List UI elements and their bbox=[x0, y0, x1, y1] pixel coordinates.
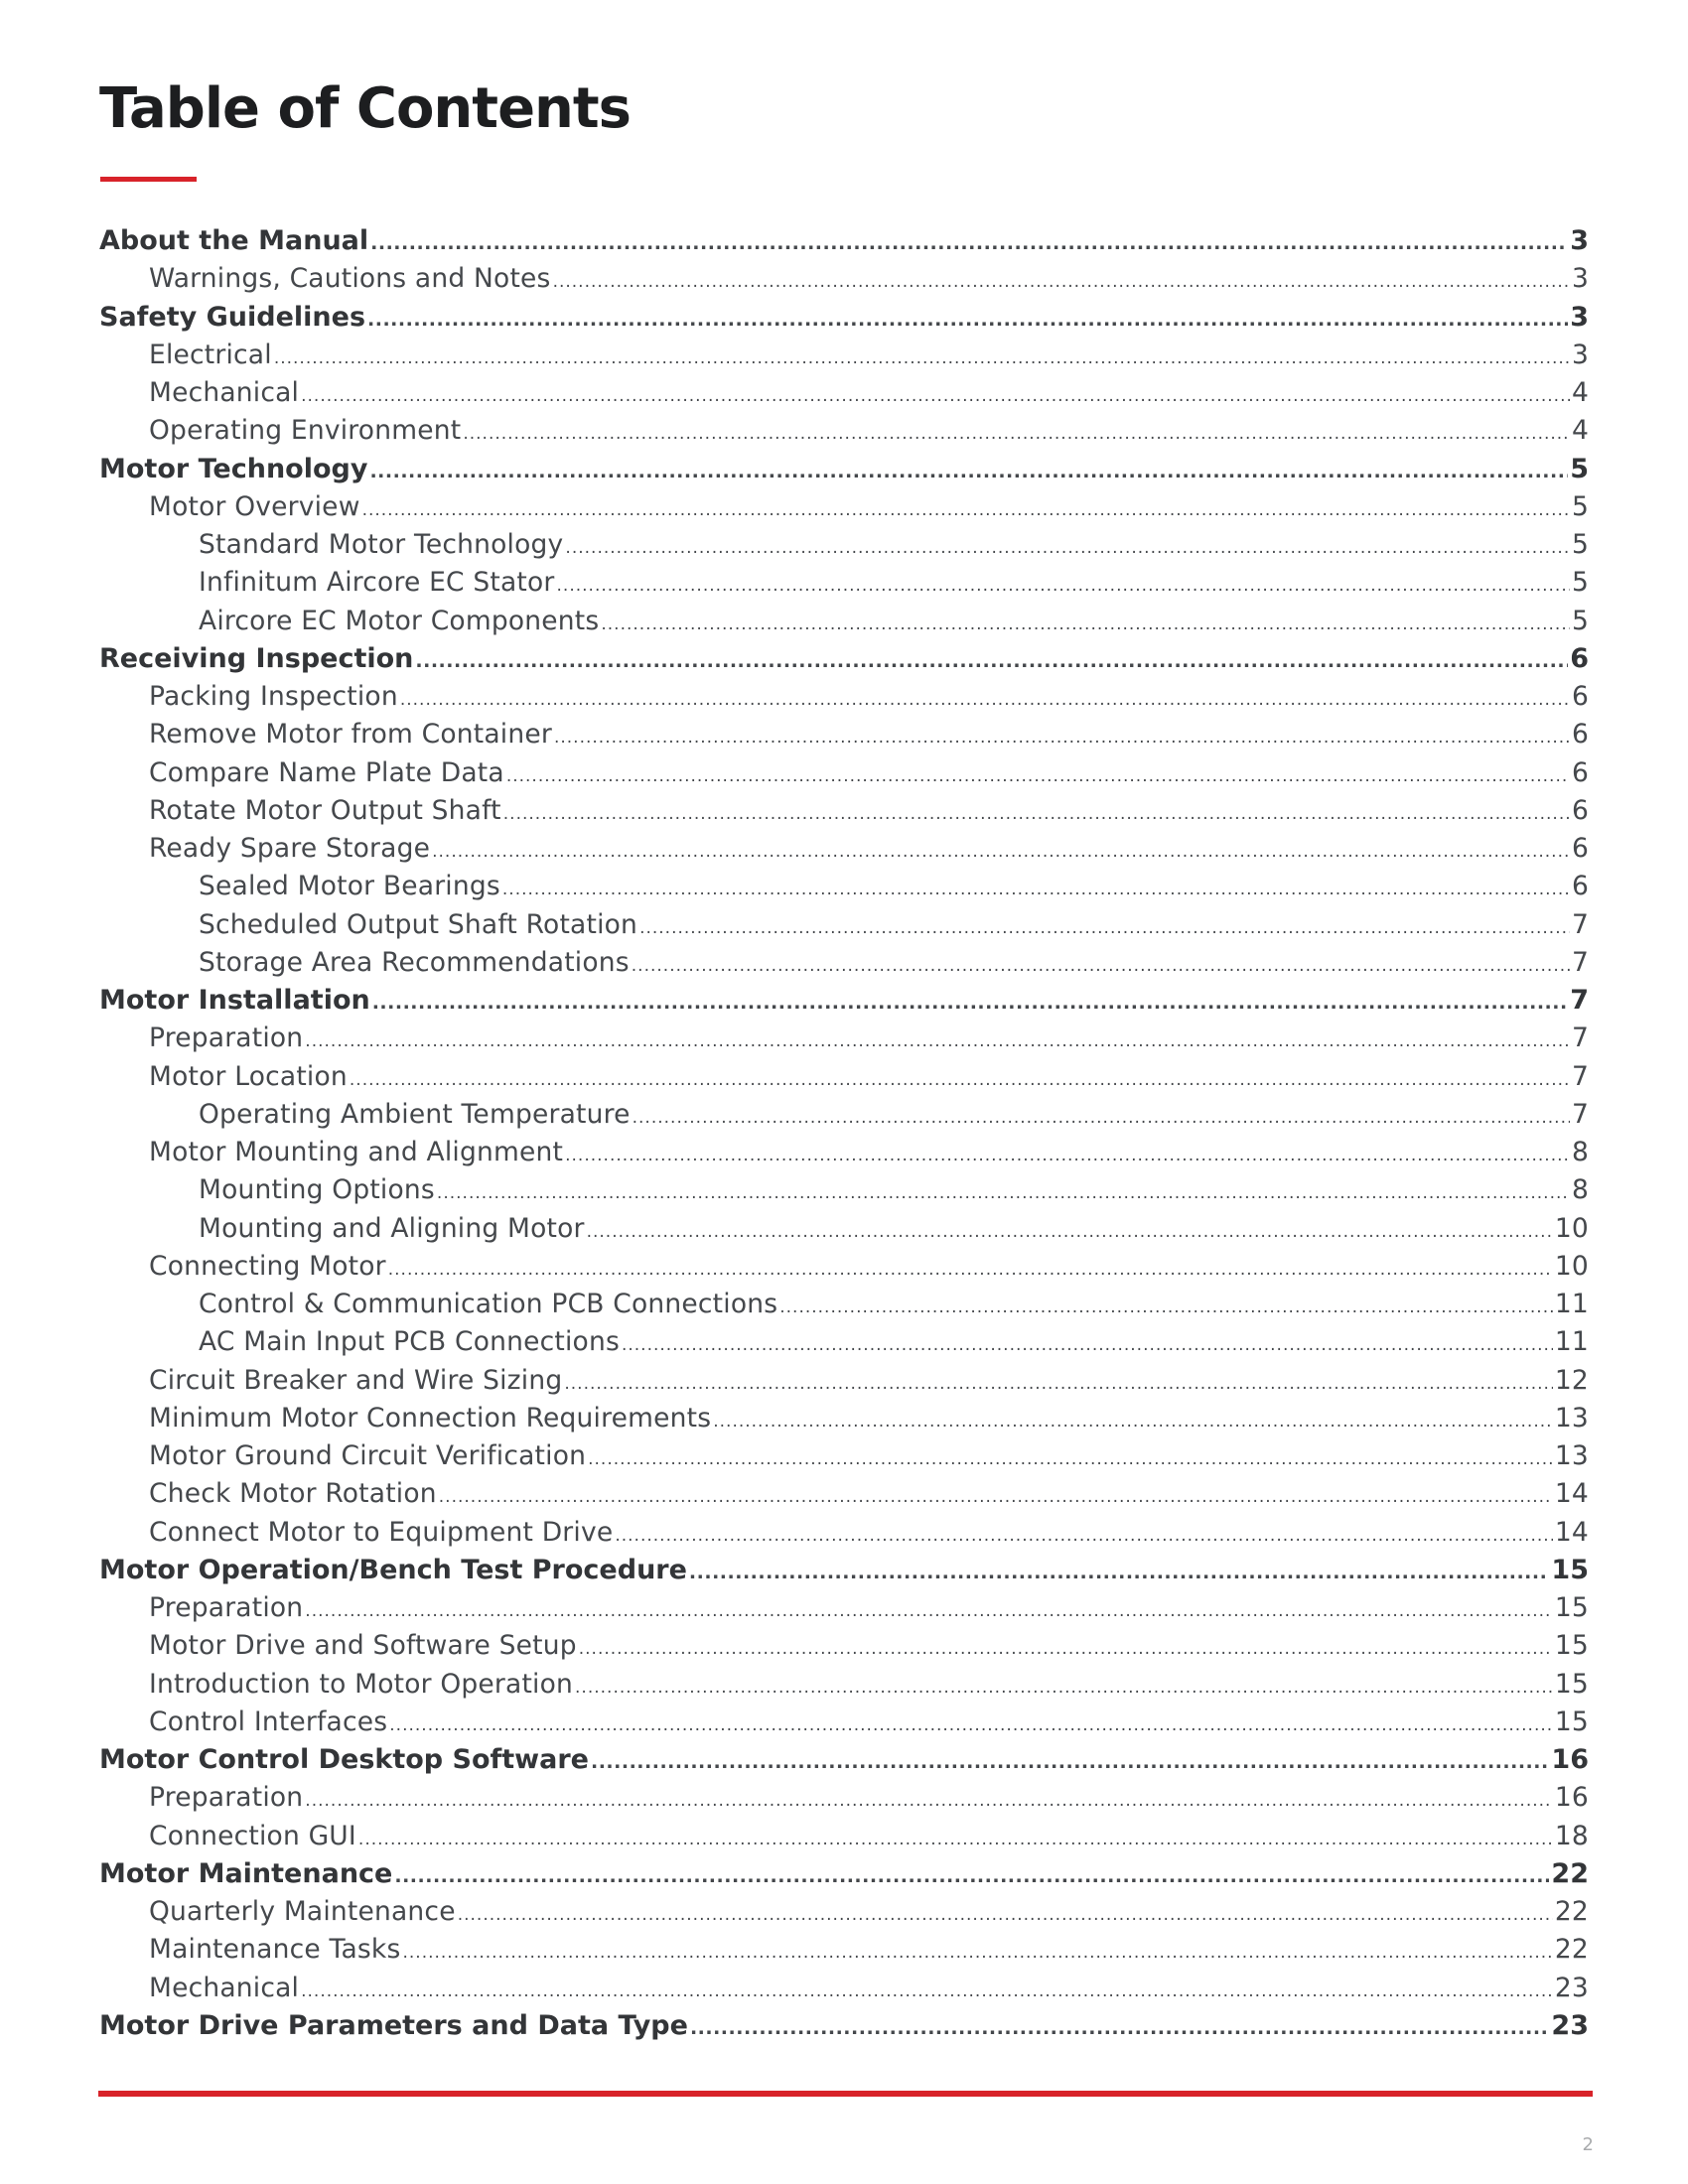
toc-entry-page-number: 4 bbox=[1571, 377, 1589, 408]
toc-dot-leader bbox=[689, 1554, 1550, 1591]
toc-entry-page-number: 14 bbox=[1554, 1478, 1589, 1510]
toc-entry-label: Storage Area Recommendations bbox=[199, 946, 630, 978]
toc-entry-page-number: 7 bbox=[1571, 1023, 1589, 1054]
toc-dot-leader bbox=[579, 1630, 1553, 1668]
toc-entry-page-number: 6 bbox=[1571, 719, 1589, 751]
toc-subsection-entry[interactable] bbox=[149, 1627, 1589, 1665]
toc-dot-leader bbox=[463, 415, 1570, 453]
toc-dot-leader bbox=[367, 301, 1568, 339]
toc-entry-label: Motor Operation/Bench Test Procedure bbox=[99, 1554, 687, 1585]
toc-subsection-entry[interactable] bbox=[199, 1210, 1589, 1248]
toc-entry-page-number: 11 bbox=[1554, 1326, 1589, 1358]
toc-entry-page-number: 6 bbox=[1571, 871, 1589, 902]
toc-entry-label: Sealed Motor Bearings bbox=[199, 871, 500, 902]
toc-subsection-entry[interactable] bbox=[149, 1514, 1589, 1552]
toc-section-entry[interactable] bbox=[99, 1552, 1589, 1589]
toc-dot-leader bbox=[372, 984, 1568, 1022]
toc-entry-page-number: 23 bbox=[1554, 1972, 1589, 2003]
toc-dot-leader bbox=[415, 642, 1568, 680]
toc-entry-label: AC Main Input PCB Connections bbox=[199, 1326, 620, 1358]
toc-entry-label: Infinitum Aircore EC Stator bbox=[199, 567, 555, 599]
toc-entry-page-number: 7 bbox=[1570, 985, 1589, 1016]
toc-entry-page-number: 6 bbox=[1571, 681, 1589, 712]
toc-entry-page-number: 15 bbox=[1554, 1592, 1589, 1623]
toc-entry-page-number: 14 bbox=[1554, 1516, 1589, 1548]
toc-entry-label: Ready Spare Storage bbox=[149, 833, 431, 864]
toc-subsection-entry[interactable] bbox=[149, 374, 1589, 412]
toc-entry-label: Safety Guidelines bbox=[99, 301, 366, 333]
toc-section-entry[interactable] bbox=[99, 982, 1589, 1020]
toc-subsection-entry[interactable] bbox=[199, 906, 1589, 944]
toc-dot-leader bbox=[502, 871, 1570, 908]
toc-dot-leader bbox=[779, 1289, 1553, 1326]
toc-entry-page-number: 15 bbox=[1554, 1630, 1589, 1662]
toc-entry-page-number: 7 bbox=[1571, 908, 1589, 940]
toc-entry-label: Motor Mounting and Alignment bbox=[149, 1137, 564, 1167]
toc-entry-page-number: 5 bbox=[1571, 567, 1589, 599]
toc-subsection-entry[interactable] bbox=[199, 564, 1589, 602]
page-title: Table of Contents bbox=[99, 76, 632, 141]
toc-subsection-entry[interactable] bbox=[149, 1437, 1589, 1475]
toc-entry-page-number: 22 bbox=[1554, 1934, 1589, 1966]
toc-entry-label: Connecting Motor bbox=[149, 1250, 386, 1282]
toc-subsection-entry[interactable] bbox=[149, 1248, 1589, 1286]
toc-entry-label: Connect Motor to Equipment Drive bbox=[149, 1516, 614, 1548]
toc-entry-label: Rotate Motor Output Shaft bbox=[149, 794, 501, 826]
toc-entry-page-number: 15 bbox=[1554, 1668, 1589, 1700]
toc-entry-label: Preparation bbox=[149, 1592, 304, 1623]
toc-dot-leader bbox=[437, 1174, 1570, 1212]
toc-entry-label: Compare Name Plate Data bbox=[149, 756, 504, 788]
toc-dot-leader bbox=[305, 1592, 1553, 1630]
toc-subsection-entry[interactable] bbox=[199, 1323, 1589, 1361]
toc-entry-page-number: 5 bbox=[1571, 605, 1589, 636]
toc-entry-page-number: 6 bbox=[1571, 833, 1589, 864]
toc-subsection-entry[interactable] bbox=[199, 944, 1589, 982]
toc-entry-label: Motor Control Desktop Software bbox=[99, 1744, 589, 1775]
toc-subsection-entry[interactable] bbox=[149, 1362, 1589, 1400]
toc-dot-leader bbox=[553, 263, 1570, 301]
toc-entry-page-number: 3 bbox=[1571, 263, 1589, 295]
toc-entry-page-number: 15 bbox=[1551, 1554, 1589, 1585]
toc-dot-leader bbox=[506, 757, 1570, 795]
toc-entry-label: Mechanical bbox=[149, 377, 300, 408]
toc-entry-page-number: 6 bbox=[1571, 794, 1589, 826]
toc-dot-leader bbox=[432, 833, 1570, 871]
toc-dot-leader bbox=[587, 1213, 1553, 1251]
toc-entry-label: Motor Maintenance bbox=[99, 1857, 393, 1889]
toc-entry-label: Preparation bbox=[149, 1023, 304, 1054]
toc-entry-page-number: 6 bbox=[1570, 642, 1589, 674]
toc-subsection-entry[interactable] bbox=[149, 412, 1589, 450]
toc-entry-label: Quarterly Maintenance bbox=[149, 1896, 456, 1927]
toc-entry-label: Control & Communication PCB Connections bbox=[199, 1289, 778, 1319]
toc-dot-leader bbox=[564, 1365, 1553, 1403]
toc-dot-leader bbox=[615, 1517, 1553, 1555]
toc-entry-page-number: 5 bbox=[1571, 529, 1589, 560]
toc-dot-leader bbox=[565, 1137, 1570, 1174]
toc-entry-label: Motor Technology bbox=[99, 453, 368, 484]
toc-section-entry[interactable] bbox=[99, 451, 1589, 488]
toc-entry-label: Circuit Breaker and Wire Sizing bbox=[149, 1364, 563, 1396]
toc-subsection-entry[interactable] bbox=[149, 1893, 1589, 1931]
toc-entry-page-number: 12 bbox=[1554, 1364, 1589, 1396]
toc-entry-label: Operating Ambient Temperature bbox=[199, 1098, 631, 1130]
toc-entry-page-number: 15 bbox=[1554, 1706, 1589, 1737]
toc-dot-leader bbox=[503, 795, 1570, 833]
toc-entry-page-number: 13 bbox=[1554, 1402, 1589, 1433]
toc-dot-leader bbox=[305, 1023, 1570, 1060]
toc-dot-leader bbox=[388, 1251, 1553, 1289]
toc-entry-label: Motor Drive and Software Setup bbox=[149, 1630, 577, 1662]
toc-entry-label: Introduction to Motor Operation bbox=[149, 1668, 574, 1700]
toc-dot-leader bbox=[274, 340, 1570, 377]
toc-subsection-entry[interactable] bbox=[149, 830, 1589, 868]
toc-subsection-entry[interactable] bbox=[149, 1818, 1589, 1855]
toc-entry-page-number: 22 bbox=[1554, 1896, 1589, 1927]
toc-subsection-entry[interactable] bbox=[149, 488, 1589, 526]
toc-entry-page-number: 10 bbox=[1554, 1212, 1589, 1244]
toc-entry-page-number: 7 bbox=[1571, 946, 1589, 978]
toc-subsection-entry[interactable] bbox=[199, 526, 1589, 564]
toc-entry-label: Aircore EC Motor Components bbox=[199, 605, 600, 636]
toc-entry-page-number: 7 bbox=[1571, 1060, 1589, 1092]
toc-subsection-entry[interactable] bbox=[149, 1058, 1589, 1096]
toc-dot-leader bbox=[639, 909, 1570, 947]
toc-subsection-entry[interactable] bbox=[149, 1779, 1589, 1817]
page-number: 2 bbox=[1582, 2134, 1594, 2155]
toc-subsection-entry[interactable] bbox=[149, 1134, 1589, 1171]
toc-entry-page-number: 6 bbox=[1571, 756, 1589, 788]
toc-section-entry[interactable] bbox=[99, 1741, 1589, 1779]
toc-dot-leader bbox=[565, 529, 1570, 567]
toc-dot-leader bbox=[350, 1061, 1570, 1099]
toc-dot-leader bbox=[713, 1403, 1553, 1440]
toc-dot-leader bbox=[458, 1896, 1553, 1934]
toc-entry-label: About the Manual bbox=[99, 225, 369, 256]
toc-dot-leader bbox=[394, 1857, 1549, 1895]
toc-subsection-entry[interactable] bbox=[149, 754, 1589, 792]
toc-section-entry[interactable] bbox=[99, 1855, 1589, 1893]
toc-dot-leader bbox=[622, 1326, 1553, 1364]
toc-entry-page-number: 3 bbox=[1570, 225, 1589, 256]
toc-entry-page-number: 7 bbox=[1571, 1098, 1589, 1130]
toc-entry-label: Remove Motor from Container bbox=[149, 719, 552, 751]
toc-dot-leader bbox=[400, 681, 1570, 719]
toc-dot-leader bbox=[362, 491, 1570, 529]
toc-dot-leader bbox=[301, 377, 1570, 415]
toc-subsection-entry[interactable] bbox=[149, 1704, 1589, 1741]
toc-section-entry[interactable] bbox=[99, 299, 1589, 337]
toc-dot-leader bbox=[358, 1821, 1553, 1858]
toc-entry-page-number: 16 bbox=[1554, 1782, 1589, 1814]
toc-dot-leader bbox=[439, 1478, 1553, 1516]
toc-entry-label: Motor Location bbox=[149, 1060, 348, 1092]
toc-dot-leader bbox=[575, 1669, 1553, 1706]
toc-subsection-entry[interactable] bbox=[199, 1171, 1589, 1209]
toc-dot-leader bbox=[370, 224, 1568, 262]
toc-entry-label: Mounting and Aligning Motor bbox=[199, 1212, 585, 1244]
toc-entry-page-number: 18 bbox=[1554, 1820, 1589, 1851]
toc-dot-leader bbox=[690, 2009, 1549, 2047]
toc-subsection-entry[interactable] bbox=[149, 1666, 1589, 1704]
toc-entry-page-number: 3 bbox=[1570, 301, 1589, 333]
toc-dot-leader bbox=[557, 567, 1570, 605]
toc-subsection-entry[interactable] bbox=[149, 1970, 1589, 2007]
toc-subsection-entry[interactable] bbox=[149, 1931, 1589, 1969]
footer-rule bbox=[98, 2091, 1593, 2097]
toc-subsection-entry[interactable] bbox=[149, 1475, 1589, 1513]
toc-entry-page-number: 16 bbox=[1551, 1744, 1589, 1775]
toc-entry-label: Mounting Options bbox=[199, 1174, 435, 1206]
toc-dot-leader bbox=[591, 1743, 1549, 1781]
toc-subsection-entry[interactable] bbox=[149, 1589, 1589, 1627]
toc-dot-leader bbox=[588, 1440, 1553, 1478]
toc-subsection-entry[interactable] bbox=[199, 868, 1589, 905]
toc-dot-leader bbox=[369, 453, 1568, 490]
toc-entry-page-number: 8 bbox=[1571, 1137, 1589, 1167]
toc-dot-leader bbox=[301, 1973, 1553, 2010]
toc-subsection-entry[interactable] bbox=[199, 1096, 1589, 1134]
toc-subsection-entry[interactable] bbox=[149, 678, 1589, 716]
toc-section-entry[interactable] bbox=[99, 222, 1589, 260]
toc-entry-label: Scheduled Output Shaft Rotation bbox=[199, 908, 638, 940]
toc-entry-label: Standard Motor Technology bbox=[199, 529, 564, 560]
toc-dot-leader bbox=[305, 1782, 1553, 1820]
toc-entry-page-number: 10 bbox=[1554, 1250, 1589, 1282]
toc-subsection-entry[interactable] bbox=[199, 1286, 1589, 1323]
toc-subsection-entry[interactable] bbox=[149, 337, 1589, 374]
toc-entry-page-number: 5 bbox=[1571, 490, 1589, 522]
toc-entry-label: Operating Environment bbox=[149, 415, 462, 447]
toc-dot-leader bbox=[554, 719, 1570, 756]
toc-entry-page-number: 8 bbox=[1571, 1174, 1589, 1206]
toc-entry-label: Control Interfaces bbox=[149, 1706, 388, 1737]
toc-subsection-entry[interactable] bbox=[199, 603, 1589, 640]
toc-entry-label: Minimum Motor Connection Requirements bbox=[149, 1402, 712, 1433]
toc-entry-label: Motor Overview bbox=[149, 490, 360, 522]
toc-entry-label: Motor Installation bbox=[99, 985, 370, 1016]
toc-entry-label: Connection GUI bbox=[149, 1820, 356, 1851]
toc-entry-label: Maintenance Tasks bbox=[149, 1934, 401, 1966]
toc-subsection-entry[interactable] bbox=[149, 1400, 1589, 1437]
toc-entry-page-number: 3 bbox=[1571, 339, 1589, 370]
toc-entry-label: Preparation bbox=[149, 1782, 304, 1814]
toc-section-entry[interactable] bbox=[99, 640, 1589, 678]
toc-entry-label: Packing Inspection bbox=[149, 681, 398, 712]
toc-subsection-entry[interactable] bbox=[149, 1020, 1589, 1057]
toc-entry-label: Electrical bbox=[149, 339, 272, 370]
toc-entry-label: Warnings, Cautions and Notes bbox=[149, 263, 551, 295]
toc-subsection-entry[interactable] bbox=[149, 792, 1589, 830]
toc-dot-leader bbox=[601, 606, 1570, 643]
toc-entry-page-number: 5 bbox=[1570, 453, 1589, 484]
toc-subsection-entry[interactable] bbox=[149, 260, 1589, 298]
toc-entry-page-number: 23 bbox=[1551, 2009, 1589, 2041]
toc-subsection-entry[interactable] bbox=[149, 716, 1589, 753]
toc-entry-page-number: 4 bbox=[1571, 415, 1589, 447]
title-accent-rule bbox=[100, 177, 197, 182]
toc-entry-page-number: 22 bbox=[1551, 1857, 1589, 1889]
toc-entry-label: Check Motor Rotation bbox=[149, 1478, 437, 1510]
toc-dot-leader bbox=[402, 1934, 1552, 1972]
toc-entry-label: Motor Ground Circuit Verification bbox=[149, 1440, 587, 1471]
toc-dot-leader bbox=[632, 947, 1570, 985]
toc-entry-label: Motor Drive Parameters and Data Type bbox=[99, 2009, 688, 2041]
toc-entry-page-number: 13 bbox=[1554, 1440, 1589, 1471]
toc-entry-page-number: 11 bbox=[1554, 1289, 1589, 1319]
toc-dot-leader bbox=[389, 1706, 1553, 1744]
toc-dot-leader bbox=[633, 1099, 1570, 1137]
toc-entry-label: Receiving Inspection bbox=[99, 642, 414, 674]
toc-entry-label: Mechanical bbox=[149, 1972, 300, 2003]
toc-section-entry[interactable] bbox=[99, 2007, 1589, 2045]
